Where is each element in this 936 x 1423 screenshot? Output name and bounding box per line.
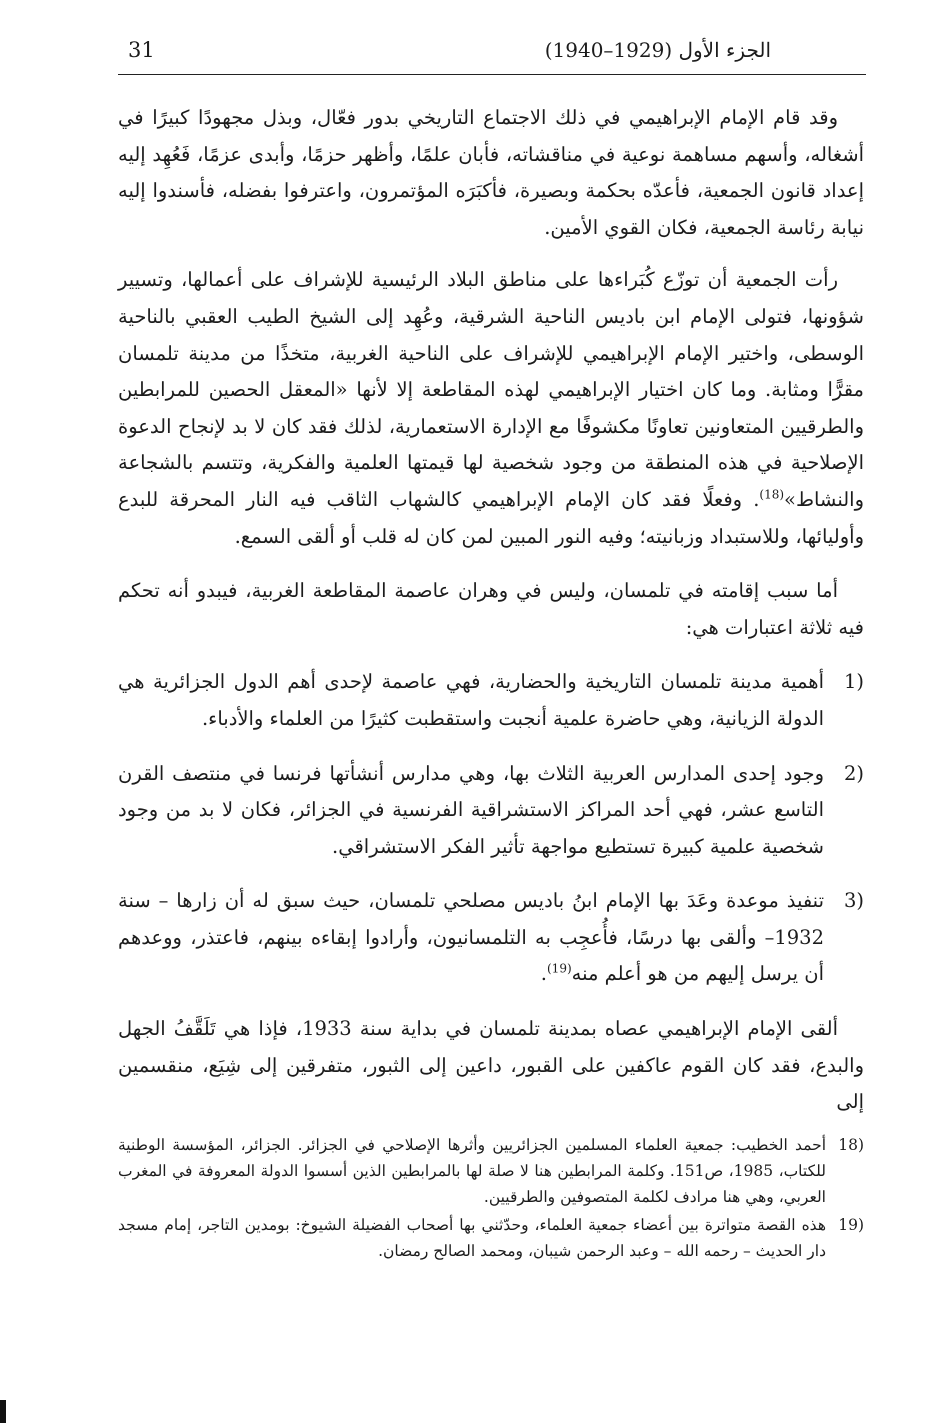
footnote-19 bbox=[118, 1212, 864, 1264]
paragraph-2 bbox=[118, 262, 864, 555]
page-header bbox=[118, 30, 866, 75]
considerations-list bbox=[118, 664, 864, 993]
footnote-18 bbox=[118, 1132, 864, 1210]
footnote-ref-19[interactable]: (19) bbox=[547, 961, 572, 976]
paragraph-1: وقد قام الإمام الإبراهيمي في ذلك الاجتماع التاريخي بدور فعّال، وبذل مجهودًا كبيرًا في أشغاله، وأسهم مساهمة نوعية في مناقشاته، فأبان علمًا، وأظهر حزمًا، وأبدى عزمًا، فَعُهِد إليه إعداد قانون الجمعية، فأعدّه بحكمة وبصيرة، فأكبَرَه المؤتمرون، واعترفوا بفضله، فأسندوا إليه نيابة رئاسة الجمعية، فكان القوي الأمين. bbox=[118, 106, 864, 239]
list-item-number: 3) bbox=[843, 889, 864, 913]
footnote-number: 18) bbox=[838, 1136, 864, 1154]
body-text bbox=[118, 100, 864, 1139]
footnote-ref-18[interactable]: (18) bbox=[759, 487, 785, 502]
footnotes bbox=[118, 1132, 864, 1266]
footnote-text: هذه القصة متواترة بين أعضاء جمعية العلماء، وحدّثني بها أصحاب الفضيلة الشيوخ: بومدين التاجر، إمام مسجد دار الحديث – رحمه الله – وعبد الرحمن شيبان، ومحمد الصالح رمضان. bbox=[118, 1216, 826, 1260]
footnote-number: 19) bbox=[838, 1216, 864, 1234]
list-item-number: 2) bbox=[843, 761, 864, 785]
paragraph-2-text-b: . وفعلًا فقد كان الإمام الإبراهيمي كالشهاب الثاقب فيه النار المحرقة للبدع وأوليائها، وللاستبداد وزبانيته؛ وفيه النور المبين لمن كان له قلب أو ألقى السمع. bbox=[118, 487, 864, 548]
list-item-text: تنفيذ موعدة وعَدَ بها الإمام ابنُ باديس مصلحي تلمسان، حيث سبق له أن زارها – سنة 1932– وألقى بها درسًا، فأُعجِب به التلمسانيون، وأرادوا إبقاءه بينهم، فاعتذر، ووعدهم أن يرسل إليهم من هو أعلم منه bbox=[118, 889, 824, 986]
list-item bbox=[118, 883, 864, 993]
paragraph-4: ألقى الإمام الإبراهيمي عصاه بمدينة تلمسان في بداية سنة 1933، فإذا هي تَلَقَّفُ الجهل والبدع، فقد كان القوم عاكفين على القبور، داعين إلى الثبور، متفرقين إلى شِيَع، منقسمين إلى bbox=[118, 1017, 864, 1114]
paragraph-2-text-a: رأت الجمعية أن توزّع كُبَراءها على مناطق البلاد الرئيسية للإشراف على أعمالها، وتسيير شؤونها، فتولى الإمام ابن باديس الناحية الشرقية، وعُهِد إلى الشيخ الطيب العقبي بالناحية الوسطى، واختير الإمام الإبراهيمي للإشراف على الناحية الغربية، متخذًا من مدينة تلمسان مقرًّا ومثابة. وما كان اختيار الإبراهيمي لهذه المقاطعة إلا لأنها «المعقل الحصين للمرابطين والطرقيين المتعاونين تعاونًا مكشوفًا مع الإدارة الاستعمارية، لذلك فقد كان لا بد لإنجاح الدعوة الإصلاحية في هذه المنطقة من وجود شخصية لها قيمتها العلمية والفكرية، وتتسم بالشجاعة والنشاط» bbox=[118, 268, 864, 511]
list-item-tail: . bbox=[540, 962, 547, 986]
list-item-number: 1) bbox=[843, 670, 864, 694]
page-number: 31 bbox=[128, 38, 155, 62]
paragraph-3: أما سبب إقامته في تلمسان، وليس في وهران عاصمة المقاطعة الغربية، فيبدو أنه تحكم فيه ثلاثة اعتبارات هي: bbox=[118, 579, 864, 639]
running-head: الجزء الأول (1929–1940) bbox=[544, 38, 771, 62]
list-item-text: أهمية مدينة تلمسان التاريخية والحضارية، فهي عاصمة لإحدى أهم الدول الجزائرية هي الدولة الزيانية، وهي حاضرة علمية أنجبت واستقطبت كثيرًا من العلماء والأدباء. bbox=[118, 670, 824, 730]
list-item-text: وجود إحدى المدارس العربية الثلاث بها، وهي مدارس أنشأتها فرنسا في منتصف القرن التاسع عشر، فهي أحد المراكز الاستشراقية الفرنسية في الجزائر، فكان لا بد من وجود شخصية علمية كبيرة تستطيع مواجهة تأثير الفكر الاستشراقي. bbox=[118, 761, 824, 858]
list-item bbox=[118, 664, 864, 737]
scan-edge-mark bbox=[0, 1400, 6, 1423]
list-item bbox=[118, 756, 864, 866]
footnote-text: أحمد الخطيب: جمعية العلماء المسلمين الجزائريين وأثرها الإصلاحي في الجزائر. الجزائر، المؤسسة الوطنية للكتاب، 1985، ص151. وكلمة المرابطين هنا لا صلة لها بالمرابطين الذين أسسوا الدولة المعروفة في المغرب العربي، وهي هنا مرادف لكلمة المتصوفين والطرقيين. bbox=[118, 1136, 826, 1206]
